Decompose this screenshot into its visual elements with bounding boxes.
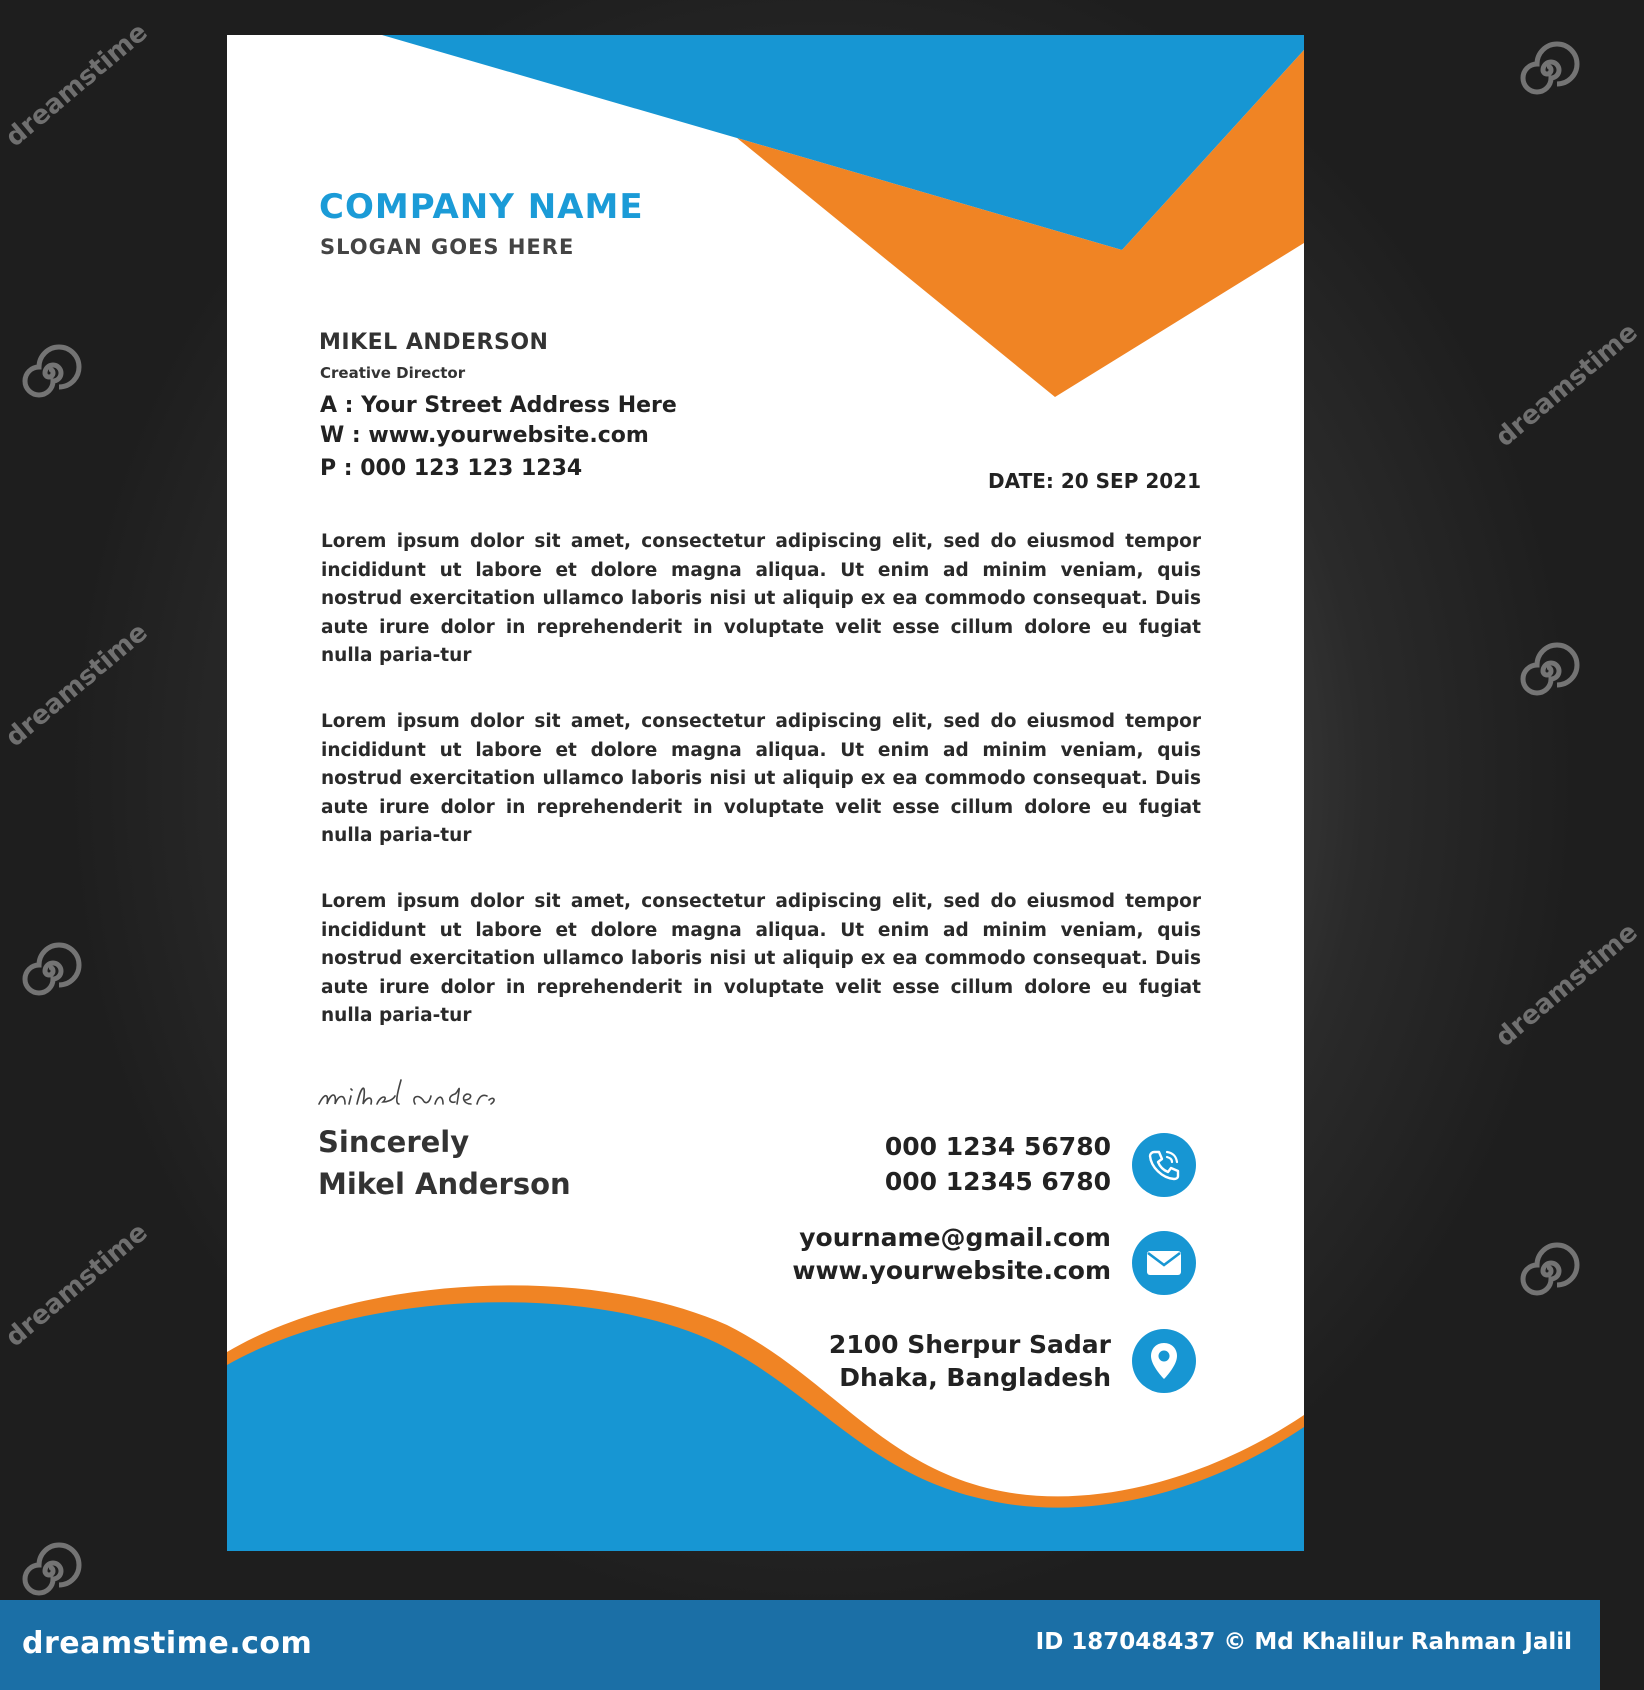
body-paragraph: Lorem ipsum dolor sit amet, consectetur adipiscing elit, sed do eiusmod tempor incididunt ut labore et dolore magna aliqua. Ut enim ad minim veniam, quis nostrud exercitation ullamco laboris nisi ut aliquip ex ea commodo consequat. Duis aute irure dolor in reprehenderit in voluptate velit esse cillum dolore eu fugiat nulla paria-tur <box>321 531 1201 666</box>
slogan: SLOGAN GOES HERE <box>320 235 575 259</box>
closing-name: Mikel Anderson <box>318 1167 571 1201</box>
location-pin-icon <box>1132 1329 1196 1393</box>
sender-website: W : www.yourwebsite.com <box>320 423 649 448</box>
handwritten-signature <box>315 1070 505 1115</box>
company-name: COMPANY NAME <box>319 187 644 227</box>
contact-address-2: Dhaka, Bangladesh <box>839 1363 1111 1392</box>
sender-address: A : Your Street Address Here <box>320 393 677 418</box>
phone-icon <box>1132 1133 1196 1197</box>
watermark-spiral-icon <box>14 1536 84 1596</box>
stock-brand: dreamstime.com <box>22 1626 313 1661</box>
sender-name: MIKEL ANDERSON <box>319 330 549 355</box>
footer-wave-decoration <box>227 1285 1304 1551</box>
watermark-text: dreamstime <box>1490 317 1644 453</box>
contact-phone-1: 000 1234 56780 <box>884 1132 1111 1161</box>
contact-website: www.yourwebsite.com <box>792 1256 1111 1285</box>
watermark-spiral-icon <box>1512 1236 1582 1306</box>
mail-icon <box>1132 1231 1196 1295</box>
body-paragraph: Lorem ipsum dolor sit amet, consectetur adipiscing elit, sed do eiusmod tempor incididunt ut labore et dolore magna aliqua. Ut enim ad minim veniam, quis nostrud exercitation ullamco laboris nisi ut aliquip ex ea commodo consequat. Duis aute irure dolor in reprehenderit in voluptate velit esse cillum dolore eu fugiat nulla paria-tur <box>321 711 1201 846</box>
watermark-text: dreamstime <box>0 617 154 753</box>
body-paragraph: Lorem ipsum dolor sit amet, consectetur adipiscing elit, sed do eiusmod tempor incididunt ut labore et dolore magna aliqua. Ut enim ad minim veniam, quis nostrud exercitation ullamco laboris nisi ut aliquip ex ea commodo consequat. Duis aute irure dolor in reprehenderit in voluptate velit esse cillum dolore eu fugiat nulla paria-tur <box>321 891 1201 1026</box>
sender-title: Creative Director <box>320 364 466 382</box>
watermark-spiral-icon <box>1512 35 1582 105</box>
contact-address-1: 2100 Sherpur Sadar <box>828 1330 1111 1359</box>
stock-credit: ID 187048437 © Md Khalilur Rahman Jalil <box>1035 1629 1572 1655</box>
letterhead-page <box>227 35 1304 1551</box>
contact-phone-2: 000 12345 6780 <box>884 1167 1111 1196</box>
watermark-spiral-icon <box>14 936 84 1006</box>
sender-phone: P : 000 123 123 1234 <box>320 456 583 481</box>
closing-valediction: Sincerely <box>318 1125 470 1159</box>
watermark-text: dreamstime <box>0 1217 154 1353</box>
watermark-text: dreamstime <box>0 17 154 153</box>
watermark-text: dreamstime <box>1490 917 1644 1053</box>
stock-footer-bar <box>0 1600 1600 1690</box>
watermark-spiral-icon <box>1512 636 1582 706</box>
letter-date: DATE: 20 SEP 2021 <box>988 469 1201 493</box>
contact-email: yourname@gmail.com <box>799 1223 1111 1252</box>
watermark-spiral-icon <box>14 338 84 408</box>
